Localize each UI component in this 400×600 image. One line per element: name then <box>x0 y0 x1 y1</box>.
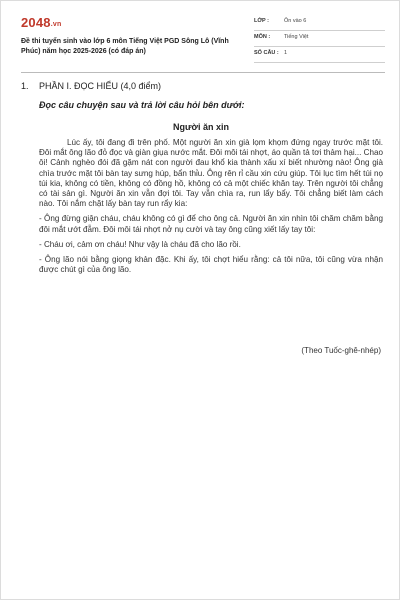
site-logo[interactable] <box>21 15 61 30</box>
meta-value: Ôn vào 6 <box>284 18 307 24</box>
story-paragraph: - Ông lão nói bằng giọng khản đặc. Khi ấy, tôi chợt hiểu rằng: cả tôi nữa, tôi cũng vừa nhận được chút gì của ông lão. <box>39 255 383 275</box>
meta-row-class <box>254 15 385 31</box>
meta-label: SỐ CÂU : <box>254 50 279 56</box>
meta-row-question-count <box>254 47 385 63</box>
meta-label: LỚP : <box>254 18 269 24</box>
story-source: (Theo Tuốc-ghê-nhép) <box>301 346 381 355</box>
story-body <box>39 138 383 280</box>
story-paragraph: - Cháu ơi, cảm ơn cháu! Như vậy là cháu đã cho lão rồi. <box>39 239 241 249</box>
section-heading <box>21 81 161 91</box>
logo-suffix-text: .vn <box>50 21 62 28</box>
document-header <box>21 15 385 61</box>
logo-main-text: 2048 <box>21 15 51 30</box>
reading-instruction: Đọc câu chuyện sau và trả lời câu hỏi bên dưới: <box>39 100 245 110</box>
story-title: Người ăn xin <box>173 122 229 132</box>
story-paragraph: Lúc ấy, tôi đang đi trên phố. Một người ăn xin già lọm khọm đứng ngay trước mặt tôi. Đôi mắt ông lão đỏ đọc và giàn giụa nước mắt. Đôi môi tái nhợt, áo quần tả tơi thảm hại... Chao ôi! Cảnh nghèo đói đã gặm nát con người đau khổ kia thành xấu xí biết nhường nào! Ông già chìa trước mặt tôi bàn tay sưng húp, bẩn thỉu. Ông rên rỉ cầu xin cứu giúp. Tôi lục tìm hết túi nọ túi kia, không có tiền, không có đồng hồ, không có cả một chiếc khăn tay. Trên người tôi chẳng có tài sản gì. Người ăn xin vẫn đợi tôi. Tay vẫn chìa ra, run lẩy bẩy. Tôi chẳng biết làm cách nào. Tôi nắm chặt lấy bàn tay run rẩy kia: <box>39 138 383 209</box>
meta-row-subject <box>254 31 385 47</box>
section-number: 1. <box>21 81 29 91</box>
exam-title: Đề thi tuyển sinh vào lớp 6 môn Tiếng Việt PGD Sông Lô (Vĩnh Phúc) năm học 2025-2026 (có đáp án) <box>21 38 229 55</box>
header-divider <box>21 72 385 73</box>
meta-label: MÔN : <box>254 34 271 40</box>
story-paragraph: - Ông đừng giận cháu, cháu không có gì để cho ông cả. Người ăn xin nhìn tôi chăm chăm bằng đôi mắt ướt đẫm. Đôi môi tái nhợt nở nụ cười và tay ông cũng xiết lấy tay tôi: <box>39 214 383 234</box>
section-title: PHẦN I. ĐỌC HIỂU (4,0 điểm) <box>39 81 162 91</box>
exam-meta-table <box>254 15 385 63</box>
meta-value: Tiếng Việt <box>284 34 309 40</box>
meta-value: 1 <box>284 50 288 56</box>
